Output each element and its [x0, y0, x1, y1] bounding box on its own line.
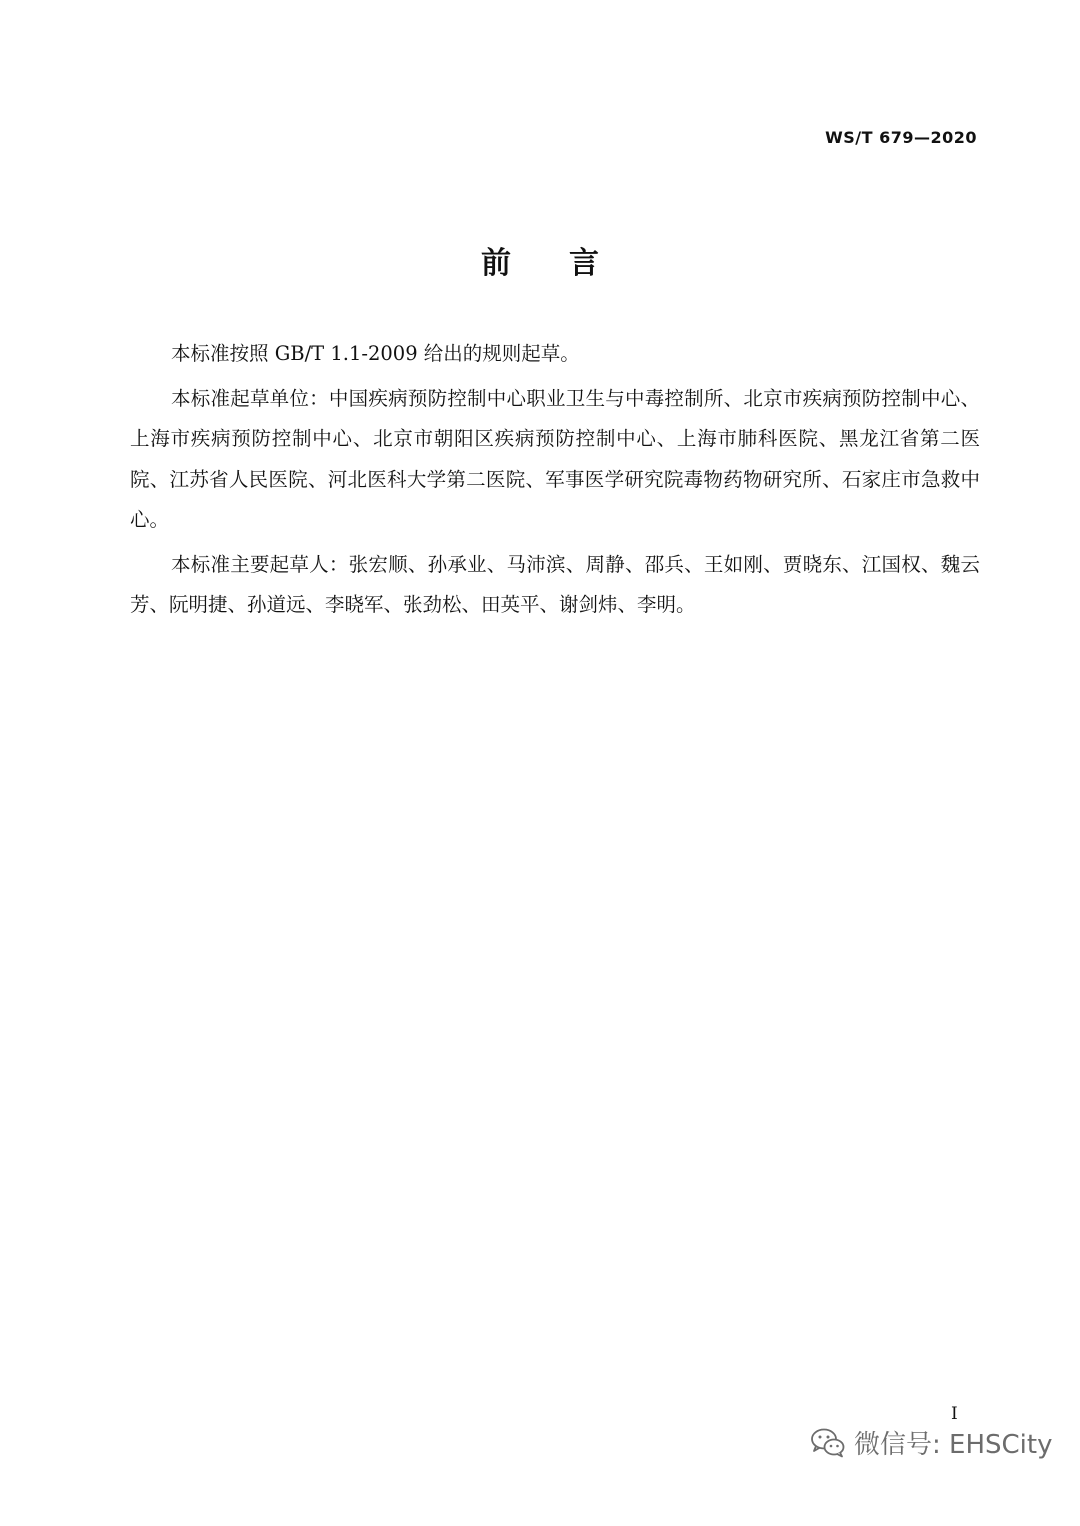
title-char-2: 言 — [569, 246, 599, 281]
paragraph-drafting-rules: 本标准按照 GB/T 1.1-2009 给出的规则起草。 — [171, 342, 580, 365]
watermark-text: 微信号: EHSCity — [854, 1430, 1053, 1460]
paragraph-drafters: 本标准主要起草人：张宏顺、孙承业、马沛滨、周静、邵兵、王如刚、贾晓东、江国权、魏云芳、阮明捷、孙道远、李晓军、张劲松、田英平、谢剑炜、李明。 — [130, 552, 980, 616]
foreword-body — [130, 334, 980, 626]
document-code: WS/T 679—2020 — [825, 128, 977, 147]
paragraph-drafting-units: 本标准起草单位：中国疾病预防控制中心职业卫生与中毒控制所、北京市疾病预防控制中心、上海市疾病预防控制中心、北京市朝阳区疾病预防控制中心、上海市肺科医院、黑龙江省第二医院、江苏省人民医院、河北医科大学第二医院、军事医学研究院毒物药物研究所、石家庄市急救中心。 — [130, 386, 980, 531]
title-char-1: 前 — [481, 246, 511, 281]
wechat-icon — [810, 1427, 846, 1459]
watermark — [810, 1424, 1052, 1461]
page-number: I — [951, 1404, 958, 1424]
page-title — [0, 238, 1080, 282]
